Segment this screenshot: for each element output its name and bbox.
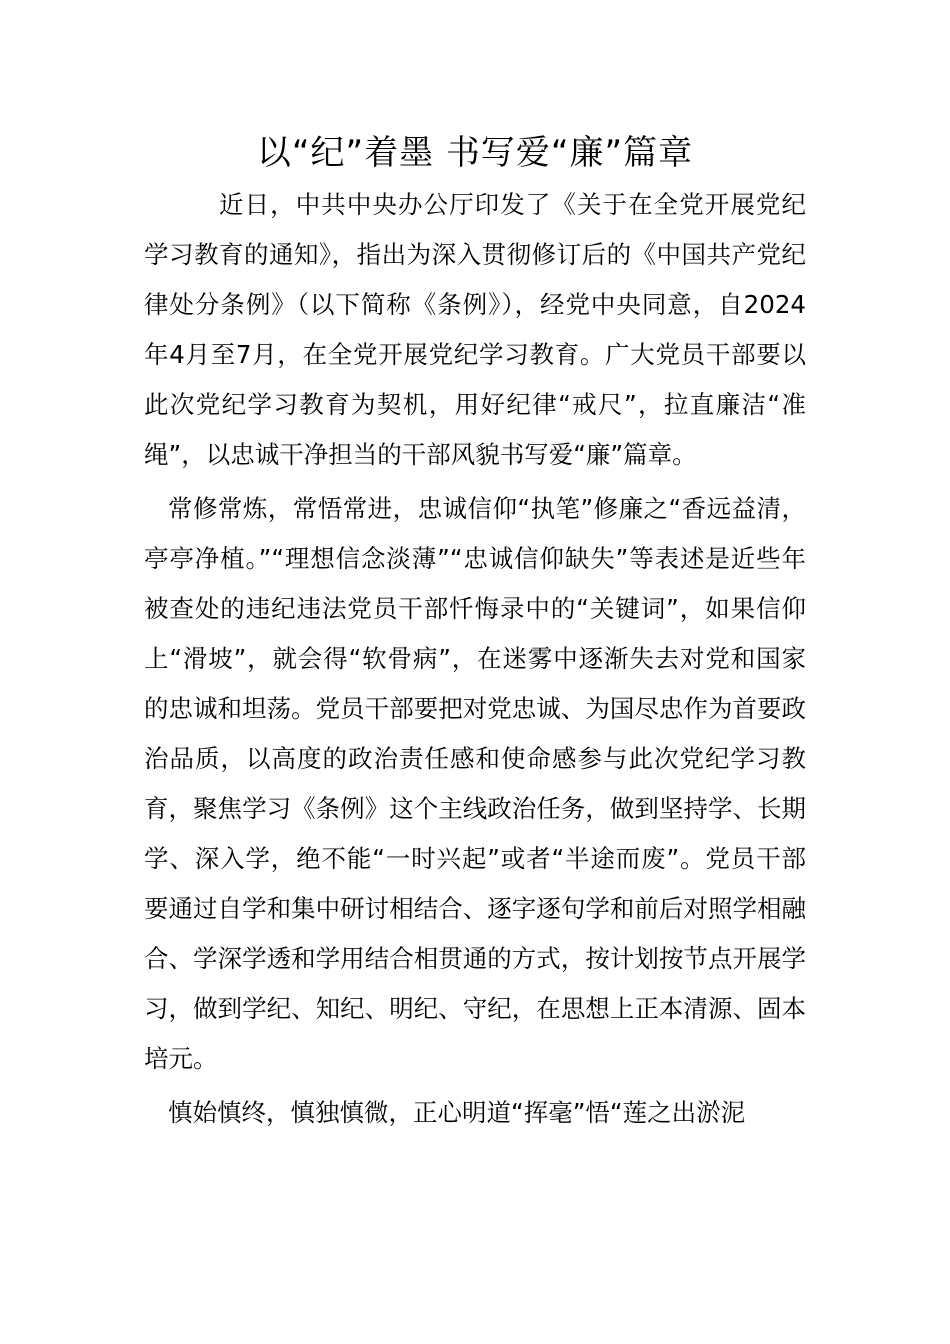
document-body xyxy=(144,126,806,1138)
paragraph-caution: 慎始慎终，慎独慎微，正心明道“挥毫”悟“莲之出淤泥 xyxy=(168,1098,746,1127)
document-title: 以“纪”着墨 书写爱“廉”篇章 xyxy=(256,133,694,173)
paragraph-intro: 近日，中共中央办公厅印发了《关于在全党开展党纪学习教育的通知》，指出为深入贯彻修订后的《中国共产党纪律处分条例》（以下简称《条例》），经党中央同意，自2024年4月至7月，在全党开展党纪学习教育。广大党员干部要以此次党纪学习教育为契机，用好纪律“戒尺”，拉直廉洁“准绳”，以忠诚干净担当的干部风貌书写爱“廉”篇章。 xyxy=(144,190,806,469)
paragraph-loyalty: 常修常炼，常悟常进，忠诚信仰“执笔”修廉之“香远益清，亭亭净植。”“理想信念淡薄”“忠诚信仰缺失”等表述是近些年被查处的违纪违法党员干部忏悔录中的“关键词”，如果信仰上“滑坡”，就会得“软骨病”，在迷雾中逐渐失去对党和国家的忠诚和坦荡。党员干部要把对党忠诚、为国尽忠作为首要政治品质，以高度的政治责任感和使命感参与此次党纪学习教育，聚焦学习《条例》这个主线政治任务，做到坚持学、长期学、深入学，绝不能“一时兴起”或者“半途而废”。党员干部要通过自学和集中研讨相结合、逐字逐句学和前后对照学相融合、学深学透和学用结合相贯通的方式，按计划按节点开展学习，做到学纪、知纪、明纪、守纪，在思想上正本清源、固本培元。 xyxy=(144,494,806,1073)
